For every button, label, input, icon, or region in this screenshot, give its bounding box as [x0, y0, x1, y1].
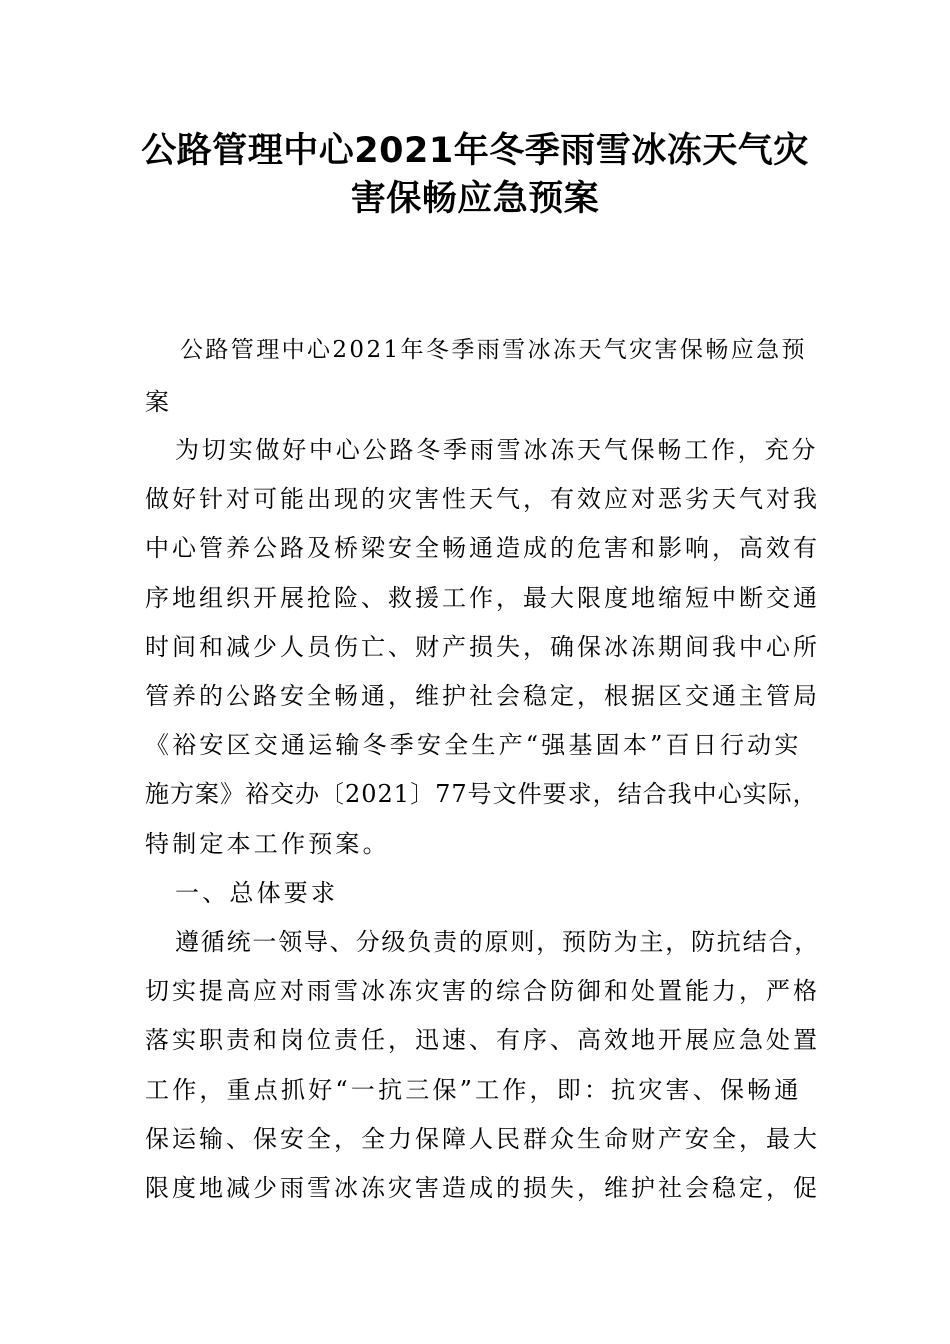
body-line: 为切实做好中心公路冬季雨雪冰冻天气保畅工作，充分 [175, 436, 819, 464]
title-line-1: 公路管理中心2021年冬季雨雪冰冻天气灾 [141, 131, 809, 171]
body-line: 做好针对可能出现的灾害性天气，有效应对恶劣天气对我 [145, 485, 820, 513]
body-line: 保运输、保安全，全力保障人民群众生命财产安全，最大 [145, 1125, 820, 1153]
body-line: 切实提高应对雨雪冰冻灾害的综合防御和处置能力，严格 [145, 977, 820, 1005]
body-line: 限度地减少雨雪冰冻灾害造成的损失，维护社会稳定，促 [145, 1174, 820, 1202]
body-line: 特制定本工作预案。 [145, 830, 390, 858]
body-line: 中心管养公路及桥梁安全畅通造成的危害和影响，高效有 [145, 534, 820, 562]
section-heading: 一、总体要求 [175, 879, 339, 907]
body-line: 序地组织开展抢险、救援工作，最大限度地缩短中断交通 [145, 584, 820, 612]
body-line: 工作，重点抓好“一抗三保”工作，即：抗灾害、保畅通 [145, 1076, 802, 1104]
body-line: 遵循统一领导、分级负责的原则，预防为主，防抗结合， [175, 928, 820, 956]
body-line: 施方案》裕交办〔2021〕77号文件要求，结合我中心实际， [145, 780, 818, 808]
body-line: 管养的公路安全畅通，维护社会稳定，根据区交通主管局 [145, 682, 820, 710]
body-line: 落实职责和岗位责任，迅速、有序、高效地开展应急处置 [145, 1026, 820, 1054]
body-line: 《裕安区交通运输冬季安全生产“强基固本”百日行动实 [145, 731, 802, 759]
body-line: 公路管理中心2021年冬季雨雪冰冻天气灾害保畅应急预 [180, 337, 807, 363]
body-line: 时间和减少人员伤亡、财产损失，确保冰冻期间我中心所 [145, 633, 820, 661]
title-line-2: 害保畅应急预案 [350, 179, 600, 219]
document-title [120, 127, 830, 223]
body-line: 案 [145, 388, 173, 416]
